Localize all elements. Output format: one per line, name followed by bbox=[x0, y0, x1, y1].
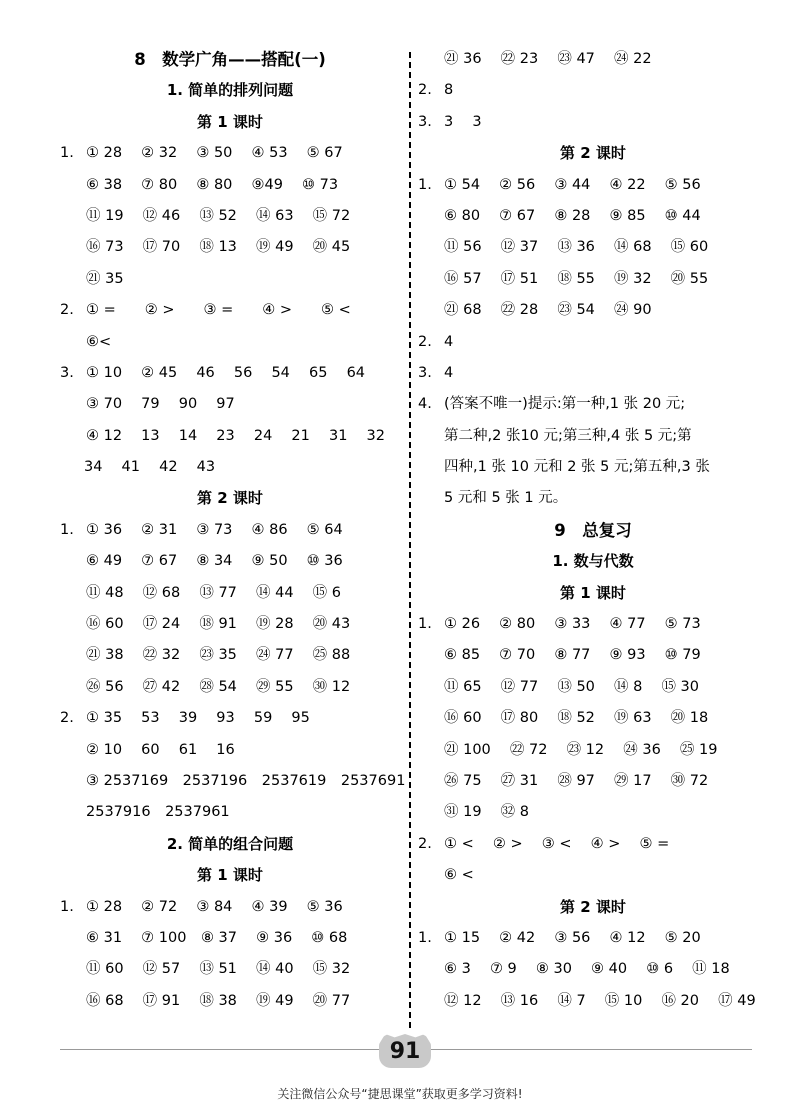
answer-item bbox=[60, 515, 400, 546]
answer-item bbox=[418, 327, 768, 358]
answer-text: ㉑ 35 bbox=[86, 270, 124, 287]
answer-text: (答案不唯一)提示:第一种,1 张 20 元; bbox=[444, 396, 686, 413]
item-number: 2. bbox=[60, 302, 74, 319]
answer-text: 34 41 42 43 bbox=[84, 459, 216, 476]
answer-text: ㉑ 38 ㉒ 32 ㉓ 35 ㉔ 77 ㉕ 88 bbox=[86, 647, 351, 664]
answer-line bbox=[60, 546, 400, 577]
answer-item bbox=[418, 923, 768, 954]
answer-line bbox=[418, 672, 768, 703]
answer-text: ① 28 ② 32 ③ 50 ④ 53 ⑤ 67 bbox=[86, 145, 343, 162]
answer-line bbox=[60, 923, 400, 954]
answer-text: 8 bbox=[444, 82, 454, 99]
answer-text: ⑥ < bbox=[444, 867, 474, 884]
item-number: 3. bbox=[418, 113, 432, 130]
answer-text: ③ 2537169 2537196 2537619 2537691 bbox=[86, 772, 406, 789]
answer-line bbox=[60, 578, 400, 609]
answer-text: ⑪ 65 ⑫ 77 ⑬ 50 ⑭ 8 ⑮ 30 bbox=[444, 678, 700, 695]
section-title: 9 总复习 bbox=[554, 520, 632, 540]
answer-text: 第二种,2 张10 元;第三种,4 张 5 元;第 bbox=[444, 427, 692, 444]
answer-text: ⑪ 60 ⑫ 57 ⑬ 51 ⑭ 40 ⑮ 32 bbox=[86, 961, 351, 978]
item-number: 4. bbox=[418, 396, 432, 413]
answer-line bbox=[418, 766, 768, 797]
answer-text: ⑯ 60 ⑰ 80 ⑱ 52 ⑲ 63 ⑳ 18 bbox=[444, 710, 709, 727]
answer-text: ㉛ 19 ㉜ 8 bbox=[444, 804, 530, 821]
subsection-title: 2. 简单的组合问题 bbox=[166, 834, 294, 853]
lesson-heading: 第 1 课时 bbox=[197, 112, 263, 131]
answer-text: ⑥ 80 ⑦ 67 ⑧ 28 ⑨ 85 ⑩ 44 bbox=[444, 207, 701, 224]
answer-item bbox=[60, 703, 400, 734]
lesson-heading: 第 2 课时 bbox=[560, 897, 626, 916]
answer-text: ⑯ 60 ⑰ 24 ⑱ 91 ⑲ 28 ⑳ 43 bbox=[86, 616, 351, 633]
answer-line bbox=[60, 201, 400, 232]
item-number: 1. bbox=[418, 929, 432, 946]
answer-item bbox=[418, 107, 768, 138]
subsection-title: 1. 简单的排列问题 bbox=[166, 81, 294, 100]
answer-line bbox=[60, 986, 400, 1017]
answer-text: ⑥ 3 ⑦ 9 ⑧ 30 ⑨ 40 ⑩ 6 ⑪ 18 bbox=[444, 961, 730, 978]
answer-line bbox=[60, 640, 400, 671]
answer-text: ② 10 60 61 16 bbox=[86, 741, 235, 758]
answer-line bbox=[60, 327, 400, 358]
item-number: 2. bbox=[418, 835, 432, 852]
answer-line bbox=[60, 609, 400, 640]
item-number: 3. bbox=[418, 364, 432, 381]
item-number: 3. bbox=[60, 364, 74, 381]
answer-item bbox=[60, 892, 400, 923]
lesson-heading: 第 2 课时 bbox=[560, 144, 626, 163]
answer-text: ⑯ 68 ⑰ 91 ⑱ 38 ⑲ 49 ⑳ 77 bbox=[86, 992, 351, 1009]
answer-item bbox=[60, 358, 400, 389]
answer-line bbox=[418, 264, 768, 295]
answer-item bbox=[418, 358, 768, 389]
answer-line bbox=[418, 421, 768, 452]
answer-text: ① 28 ② 72 ③ 84 ④ 39 ⑤ 36 bbox=[86, 898, 343, 915]
answer-line bbox=[60, 672, 400, 703]
answer-text: 3 3 bbox=[444, 113, 482, 130]
answer-line bbox=[60, 421, 400, 452]
page-number: 91 bbox=[389, 1039, 421, 1064]
answer-line bbox=[418, 232, 768, 263]
answer-item bbox=[60, 138, 400, 169]
item-number: 1. bbox=[60, 145, 74, 162]
answer-item bbox=[418, 829, 768, 860]
answer-line bbox=[60, 264, 400, 295]
item-number: 2. bbox=[418, 333, 432, 350]
answer-text: ① 36 ② 31 ③ 73 ④ 86 ⑤ 64 bbox=[86, 521, 343, 538]
answer-line bbox=[418, 452, 768, 483]
answer-text: ⑥< bbox=[86, 333, 112, 350]
item-number: 2. bbox=[60, 710, 74, 727]
answer-line bbox=[418, 640, 768, 671]
item-number: 1. bbox=[418, 176, 432, 193]
answer-text: ① 54 ② 56 ③ 44 ④ 22 ⑤ 56 bbox=[444, 176, 701, 193]
answer-line bbox=[418, 295, 768, 326]
answer-line bbox=[418, 797, 768, 828]
answer-text: 4 bbox=[444, 364, 454, 381]
item-number: 2. bbox=[418, 82, 432, 99]
answer-text: ① = ② > ③ = ④ > ⑤ < bbox=[86, 302, 351, 319]
answer-text: ⑯ 57 ⑰ 51 ⑱ 55 ⑲ 32 ⑳ 55 bbox=[444, 270, 709, 287]
answer-line bbox=[60, 452, 400, 483]
answer-text: ① 26 ② 80 ③ 33 ④ 77 ⑤ 73 bbox=[444, 616, 701, 633]
answer-text: ① 35 53 39 93 59 95 bbox=[86, 710, 310, 727]
answer-item bbox=[60, 295, 400, 326]
answer-text: ㉑ 36 ㉒ 23 ㉓ 47 ㉔ 22 bbox=[444, 51, 652, 67]
answer-line bbox=[60, 797, 400, 828]
answer-line bbox=[418, 860, 768, 891]
answer-text: 5 元和 5 张 1 元。 bbox=[444, 490, 568, 507]
answer-text: ① 10 ② 45 46 56 54 65 64 bbox=[86, 364, 366, 381]
answer-line bbox=[418, 954, 768, 985]
answer-line bbox=[418, 44, 768, 75]
section-title: 8 数学广角——搭配(一) bbox=[134, 50, 326, 69]
answer-line bbox=[60, 170, 400, 201]
answer-line bbox=[60, 735, 400, 766]
item-number: 1. bbox=[418, 616, 432, 633]
answer-text: ⑯ 73 ⑰ 70 ⑱ 13 ⑲ 49 ⑳ 45 bbox=[86, 239, 351, 256]
answer-text: ① 15 ② 42 ③ 56 ④ 12 ⑤ 20 bbox=[444, 929, 701, 946]
answer-text: ㉑ 100 ㉒ 72 ㉓ 12 ㉔ 36 ㉕ 19 bbox=[444, 741, 718, 758]
answer-text: ⑥ 85 ⑦ 70 ⑧ 77 ⑨ 93 ⑩ 79 bbox=[444, 647, 701, 664]
answer-line bbox=[418, 201, 768, 232]
answer-item bbox=[418, 389, 768, 420]
answer-line bbox=[418, 703, 768, 734]
subsection-title: 1. 数与代数 bbox=[552, 552, 634, 571]
lesson-heading: 第 2 课时 bbox=[197, 489, 263, 508]
answer-line bbox=[418, 986, 768, 1017]
answer-text: 4 bbox=[444, 333, 454, 350]
lesson-heading: 第 1 课时 bbox=[197, 866, 263, 885]
answer-text: 2537916 2537961 bbox=[86, 804, 230, 821]
answer-line bbox=[60, 389, 400, 420]
answer-text: ⑫ 12 ⑬ 16 ⑭ 7 ⑮ 10 ⑯ 20 ⑰ 49 bbox=[444, 992, 756, 1009]
answer-line bbox=[60, 232, 400, 263]
answer-text: ⑥ 49 ⑦ 67 ⑧ 34 ⑨ 50 ⑩ 36 bbox=[86, 553, 343, 570]
answer-text: ㉖ 56 ㉗ 42 ㉘ 54 ㉙ 55 ㉚ 12 bbox=[86, 678, 351, 695]
answer-line bbox=[418, 735, 768, 766]
answer-text: ③ 70 79 90 97 bbox=[86, 396, 235, 413]
answer-line bbox=[60, 766, 406, 797]
answer-text: ⑪ 48 ⑫ 68 ⑬ 77 ⑭ 44 ⑮ 6 bbox=[86, 584, 342, 601]
left-column bbox=[60, 44, 406, 1017]
item-number: 1. bbox=[60, 521, 74, 538]
answer-text: ④ 12 13 14 23 24 21 31 32 bbox=[86, 427, 385, 444]
answer-text: ㉑ 68 ㉒ 28 ㉓ 54 ㉔ 90 bbox=[444, 302, 652, 319]
answer-text: ㉖ 75 ㉗ 31 ㉘ 97 ㉙ 17 ㉚ 72 bbox=[444, 772, 709, 789]
answer-item bbox=[418, 170, 768, 201]
item-number: 1. bbox=[60, 898, 74, 915]
answer-text: ⑪ 56 ⑫ 37 ⑬ 36 ⑭ 68 ⑮ 60 bbox=[444, 239, 709, 256]
answer-text: 四种,1 张 10 元和 2 张 5 元;第五种,3 张 bbox=[444, 459, 710, 476]
answer-item bbox=[418, 609, 768, 640]
answer-item bbox=[418, 75, 768, 106]
answer-line bbox=[418, 483, 768, 514]
footer-note: 关注微信公众号“捷思课堂”获取更多学习资料! bbox=[277, 1087, 523, 1101]
answer-text: ⑥ 31 ⑦ 100 ⑧ 37 ⑨ 36 ⑩ 68 bbox=[86, 929, 348, 946]
answer-text: ⑪ 19 ⑫ 46 ⑬ 52 ⑭ 63 ⑮ 72 bbox=[86, 207, 351, 224]
column-divider bbox=[409, 52, 411, 1028]
answer-line bbox=[60, 954, 400, 985]
lesson-heading: 第 1 课时 bbox=[560, 583, 626, 602]
right-column bbox=[418, 44, 768, 1017]
answer-text: ① < ② > ③ < ④ > ⑤ = bbox=[444, 835, 670, 852]
answer-text: ⑥ 38 ⑦ 80 ⑧ 80 ⑨49 ⑩ 73 bbox=[86, 176, 339, 193]
